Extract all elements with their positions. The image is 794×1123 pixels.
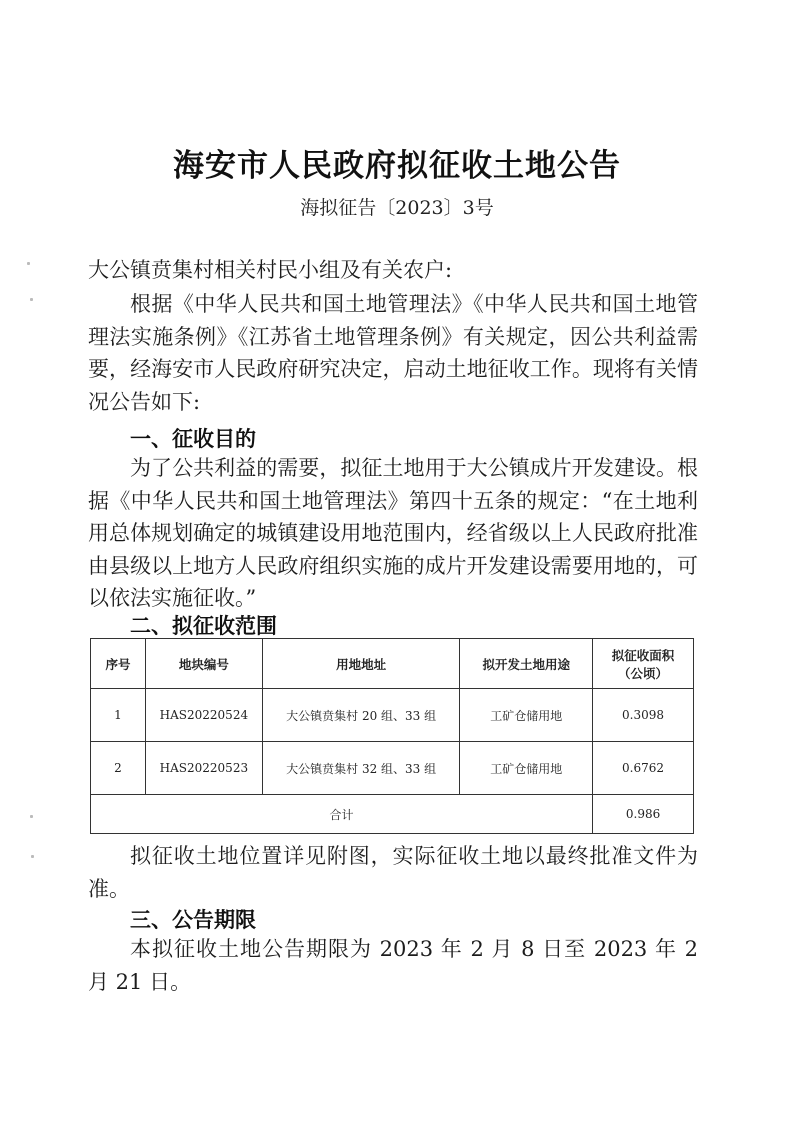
intro-paragraph: 根据《中华人民共和国土地管理法》《中华人民共和国土地管理法实施条例》《江苏省土地管理条例》有关规定，因公共利益需要，经海安市人民政府研究决定，启动土地征收工作。现将有关情况公告如下: xyxy=(88,292,698,414)
section-heading-purpose: 一、征收目的 xyxy=(130,427,256,451)
cell-seq: 1 xyxy=(91,689,146,742)
header-area xyxy=(593,639,694,689)
document-number: 海拟征告〔2023〕3号 xyxy=(300,197,494,219)
cell-land-use: 工矿仓储用地 xyxy=(460,689,593,742)
notice-title: 海安市人民政府拟征收土地公告 xyxy=(173,148,621,184)
section-heading-period: 三、公告期限 xyxy=(130,908,256,932)
header-address: 用地地址 xyxy=(262,639,460,689)
cell-address: 大公镇贲集村 20 组、33 组 xyxy=(262,689,460,742)
total-area: 0.986 xyxy=(593,795,694,834)
header-seq: 序号 xyxy=(91,639,146,689)
total-label: 合计 xyxy=(91,795,593,834)
header-area-line1: 拟征收面积 xyxy=(611,647,675,663)
scope-note: 拟征收土地位置详见附图，实际征收土地以最终批准文件为准。 xyxy=(88,844,698,901)
cell-land-use: 工矿仓储用地 xyxy=(460,742,593,795)
header-parcel-no: 地块编号 xyxy=(145,639,262,689)
cell-seq: 2 xyxy=(91,742,146,795)
cell-area: 0.3098 xyxy=(593,689,694,742)
table-row xyxy=(91,742,694,795)
table-row xyxy=(91,689,694,742)
table-total-row xyxy=(91,795,694,834)
table-header-row xyxy=(91,639,694,689)
purpose-paragraph: 为了公共利益的需要，拟征土地用于大公镇成片开发建设。根据《中华人民共和国土地管理法》第四十五条的规定：“在土地利用总体规划确定的城镇建设用地范围内，经省级以上人民政府批准由县级以上地方人民政府组织实施的成片开发建设需要用地的，可以依法实施征收。” xyxy=(88,456,698,610)
section-heading-scope: 二、拟征收范围 xyxy=(130,614,277,638)
salutation: 大公镇贲集村相关村民小组及有关农户: xyxy=(88,258,453,282)
header-land-use: 拟开发土地用途 xyxy=(460,639,593,689)
land-parcel-table xyxy=(90,638,694,834)
period-paragraph: 本拟征收土地公告期限为 2023 年 2 月 8 日至 2023 年 2 月 21 日。 xyxy=(88,937,698,994)
cell-address: 大公镇贲集村 32 组、33 组 xyxy=(262,742,460,795)
cell-parcel-no: HAS20220523 xyxy=(145,742,262,795)
header-area-line2: （公顷） xyxy=(618,665,669,681)
cell-area: 0.6762 xyxy=(593,742,694,795)
cell-parcel-no: HAS20220524 xyxy=(145,689,262,742)
